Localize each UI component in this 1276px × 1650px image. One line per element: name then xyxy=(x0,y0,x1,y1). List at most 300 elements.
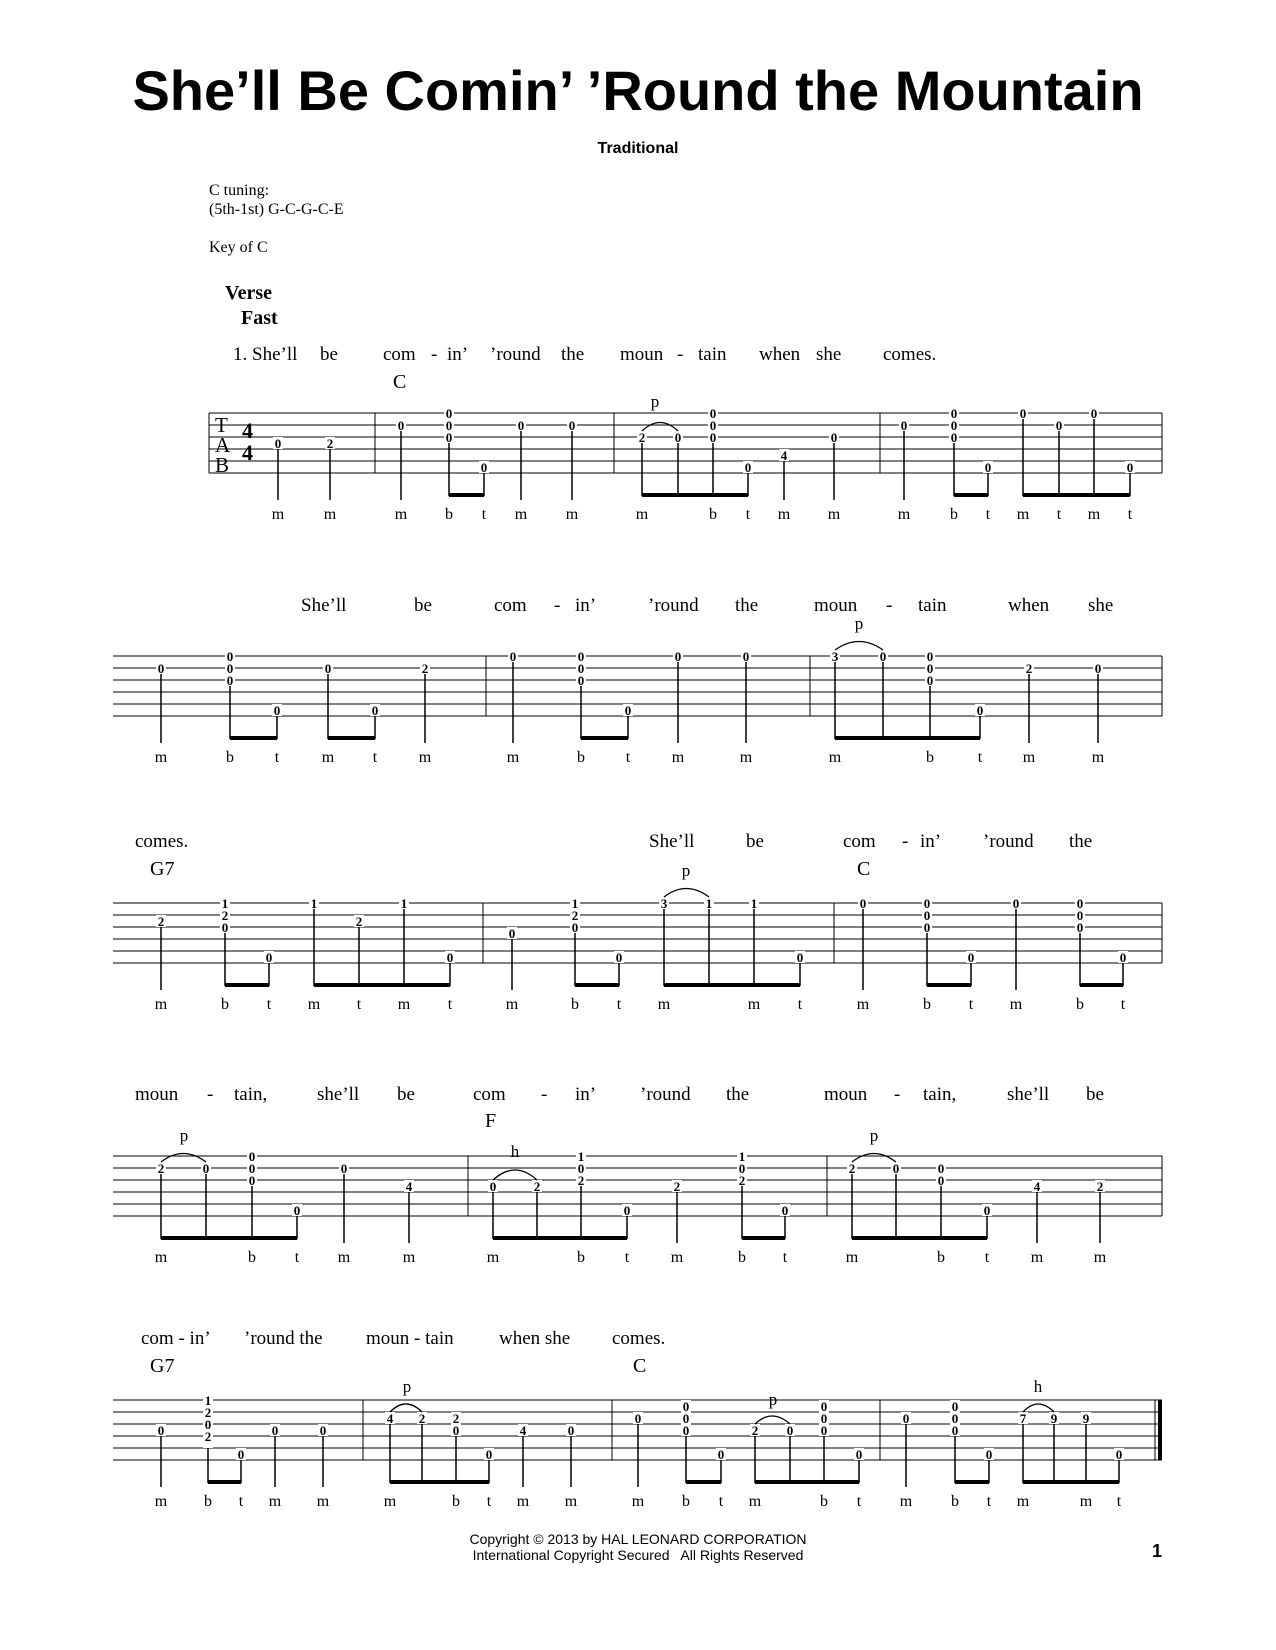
hammer-on-mark: h xyxy=(510,1142,520,1161)
svg-text:0: 0 xyxy=(786,1423,794,1438)
svg-text:comes.: comes. xyxy=(135,831,189,852)
svg-text:0: 0 xyxy=(340,1161,348,1176)
picking-finger: t xyxy=(1127,506,1133,523)
picking-finger: m xyxy=(777,506,791,523)
svg-text:0: 0 xyxy=(950,418,958,433)
system-1-notes xyxy=(273,406,1135,475)
lyric: in’ xyxy=(447,344,469,365)
picking-finger: t xyxy=(481,506,487,523)
system-2-lyrics xyxy=(301,595,1113,616)
svg-text:0: 0 xyxy=(577,649,585,664)
system-1-fingerings xyxy=(272,506,1133,523)
page-number: 1 xyxy=(1152,1541,1163,1561)
svg-text:2: 2 xyxy=(204,1429,212,1444)
svg-text:0: 0 xyxy=(577,661,585,676)
svg-text:2: 2 xyxy=(638,430,646,445)
chord-symbol: C xyxy=(633,1355,647,1377)
svg-text:3: 3 xyxy=(831,649,839,664)
picking-finger: m xyxy=(1009,996,1023,1013)
system-2-beams xyxy=(230,736,980,740)
pull-off-mark: p xyxy=(854,614,864,633)
svg-text:0: 0 xyxy=(489,1179,497,1194)
picking-finger: m xyxy=(1079,1493,1093,1510)
svg-text:0: 0 xyxy=(248,1161,256,1176)
svg-text:be: be xyxy=(1086,1084,1104,1105)
svg-text:0: 0 xyxy=(682,1411,690,1426)
svg-text:com: com xyxy=(473,1084,506,1105)
svg-text:0: 0 xyxy=(397,418,405,433)
lyric: the xyxy=(561,344,585,365)
picking-finger: b xyxy=(445,506,453,523)
svg-text:0: 0 xyxy=(273,703,281,718)
chord-symbol: C xyxy=(857,858,871,880)
svg-text:0: 0 xyxy=(937,1161,945,1176)
svg-text:0: 0 xyxy=(892,1161,900,1176)
svg-text:0: 0 xyxy=(624,703,632,718)
svg-text:when: when xyxy=(1008,595,1050,616)
svg-text:0: 0 xyxy=(951,1411,959,1426)
svg-text:0: 0 xyxy=(682,1399,690,1414)
system-5-fingerings xyxy=(155,1493,1122,1510)
system-3-beams xyxy=(225,983,1123,987)
system-1-beams xyxy=(449,493,1130,497)
svg-text:she: she xyxy=(1088,595,1114,616)
svg-text:0: 0 xyxy=(157,661,165,676)
tuning-strings: (5th-1st) G-C-G-C-E xyxy=(209,201,344,218)
time-signature xyxy=(242,418,253,465)
picking-finger: b xyxy=(571,996,579,1013)
picking-finger: m xyxy=(747,996,761,1013)
svg-text:moun: moun xyxy=(824,1084,868,1105)
svg-text:0: 0 xyxy=(568,418,576,433)
svg-text:0: 0 xyxy=(615,950,623,965)
picking-finger: t xyxy=(1120,996,1126,1013)
svg-text:0: 0 xyxy=(202,1161,210,1176)
system-5-lyrics xyxy=(141,1328,665,1349)
svg-text:0: 0 xyxy=(926,673,934,688)
svg-text:0: 0 xyxy=(221,920,229,935)
svg-text:4: 4 xyxy=(242,418,253,443)
svg-text:0: 0 xyxy=(900,418,908,433)
tab-clef-a: A xyxy=(215,433,231,457)
picking-finger: m xyxy=(383,1493,397,1510)
svg-text:0: 0 xyxy=(204,1417,212,1432)
svg-text:0: 0 xyxy=(820,1411,828,1426)
picking-finger: t xyxy=(782,1249,788,1266)
svg-text:the: the xyxy=(735,595,759,616)
svg-text:0: 0 xyxy=(674,430,682,445)
picking-finger: m xyxy=(845,1249,859,1266)
tab-clef-t: T xyxy=(215,413,228,437)
picking-finger: m xyxy=(154,1249,168,1266)
svg-text:0: 0 xyxy=(452,1423,460,1438)
svg-text:moun: moun xyxy=(814,595,858,616)
picking-finger: b xyxy=(950,506,958,523)
svg-text:0: 0 xyxy=(485,1447,493,1462)
pull-off-arc xyxy=(852,1154,896,1163)
svg-text:0: 0 xyxy=(577,673,585,688)
picking-finger: t xyxy=(745,506,751,523)
svg-text:0: 0 xyxy=(226,649,234,664)
svg-text:0: 0 xyxy=(682,1423,690,1438)
svg-text:4: 4 xyxy=(386,1411,394,1426)
picking-finger: m xyxy=(506,749,520,766)
picking-finger: b xyxy=(923,996,931,1013)
picking-finger: m xyxy=(323,506,337,523)
svg-text:0: 0 xyxy=(274,436,282,451)
svg-text:0: 0 xyxy=(1119,950,1127,965)
svg-text:2: 2 xyxy=(571,908,579,923)
svg-text:0: 0 xyxy=(830,430,838,445)
svg-text:0: 0 xyxy=(446,950,454,965)
system-3-lyrics xyxy=(135,831,1092,852)
svg-text:0: 0 xyxy=(1019,406,1027,421)
picking-finger: m xyxy=(394,506,408,523)
system-4-notes xyxy=(156,1149,1105,1218)
picking-finger: m xyxy=(418,749,432,766)
svg-text:she’ll: she’ll xyxy=(317,1084,360,1105)
svg-text:com: com xyxy=(494,595,527,616)
svg-text:0: 0 xyxy=(265,950,273,965)
svg-text:2: 2 xyxy=(221,908,229,923)
picking-finger: m xyxy=(856,996,870,1013)
picking-finger: t xyxy=(984,1249,990,1266)
picking-finger: b xyxy=(926,749,934,766)
svg-text:2: 2 xyxy=(1096,1179,1104,1194)
svg-text:0: 0 xyxy=(674,649,682,664)
svg-text:when she: when she xyxy=(499,1328,571,1349)
picking-finger: m xyxy=(397,996,411,1013)
system-4-beams xyxy=(161,1236,987,1240)
pull-off-arc xyxy=(755,1416,790,1424)
svg-text:0: 0 xyxy=(319,1423,327,1438)
svg-text:0: 0 xyxy=(577,1161,585,1176)
lyric: 1. She’ll xyxy=(233,344,298,365)
picking-finger: m xyxy=(316,1493,330,1510)
svg-text:1: 1 xyxy=(750,896,758,911)
svg-text:0: 0 xyxy=(1055,418,1063,433)
svg-text:0: 0 xyxy=(1076,908,1084,923)
svg-text:0: 0 xyxy=(445,418,453,433)
svg-text:She’ll: She’ll xyxy=(649,831,695,852)
picking-finger: m xyxy=(321,749,335,766)
song-title: She’ll Be Comin’ ’Round the Mountain xyxy=(132,59,1144,122)
picking-finger: m xyxy=(899,1493,913,1510)
svg-text:-: - xyxy=(554,595,561,616)
svg-text:She’ll: She’ll xyxy=(301,595,347,616)
tab-clef-b: B xyxy=(215,453,230,477)
svg-text:4: 4 xyxy=(780,448,788,463)
svg-text:9: 9 xyxy=(1082,1411,1090,1426)
svg-text:0: 0 xyxy=(781,1203,789,1218)
svg-text:0: 0 xyxy=(1012,896,1020,911)
svg-text:in’: in’ xyxy=(575,1084,597,1105)
svg-text:1: 1 xyxy=(400,896,408,911)
picking-finger: m xyxy=(739,749,753,766)
svg-text:2: 2 xyxy=(751,1423,759,1438)
picking-finger: m xyxy=(631,1493,645,1510)
svg-text:2: 2 xyxy=(577,1173,585,1188)
picking-finger: b xyxy=(709,506,717,523)
svg-text:0: 0 xyxy=(984,460,992,475)
picking-finger: b xyxy=(221,996,229,1013)
picking-finger: m xyxy=(337,1249,351,1266)
chord-symbol: G7 xyxy=(150,1355,175,1377)
svg-text:0: 0 xyxy=(744,460,752,475)
svg-text:2: 2 xyxy=(157,1161,165,1176)
picking-finger: t xyxy=(856,1493,862,1510)
picking-finger: b xyxy=(226,749,234,766)
svg-text:0: 0 xyxy=(738,1161,746,1176)
svg-text:’round: ’round xyxy=(983,831,1034,852)
final-barline xyxy=(1158,1400,1162,1460)
picking-finger: t xyxy=(238,1493,244,1510)
lyric: tain xyxy=(698,344,727,365)
svg-text:she’ll: she’ll xyxy=(1007,1084,1050,1105)
picking-finger: m xyxy=(505,996,519,1013)
svg-text:0: 0 xyxy=(937,1173,945,1188)
pull-off-mark: p xyxy=(402,1377,412,1396)
pull-off-mark: p xyxy=(179,1126,189,1145)
system-1-staff xyxy=(209,413,1162,473)
svg-text:0: 0 xyxy=(509,649,517,664)
picking-finger: b xyxy=(577,1249,585,1266)
svg-text:the: the xyxy=(1069,831,1093,852)
svg-text:0: 0 xyxy=(820,1399,828,1414)
picking-finger: m xyxy=(154,996,168,1013)
picking-finger: m xyxy=(748,1493,762,1510)
picking-finger: m xyxy=(307,996,321,1013)
svg-text:0: 0 xyxy=(517,418,525,433)
tuning-label: C tuning: xyxy=(209,182,270,199)
svg-text:0: 0 xyxy=(1090,406,1098,421)
picking-finger: t xyxy=(447,996,453,1013)
copyright-footer xyxy=(0,1531,1276,1563)
svg-text:0: 0 xyxy=(709,430,717,445)
system-3-fingerings xyxy=(155,996,1126,1013)
svg-text:0: 0 xyxy=(983,1203,991,1218)
picking-finger: t xyxy=(372,749,378,766)
chord-symbol: C xyxy=(393,371,407,393)
svg-text:0: 0 xyxy=(248,1173,256,1188)
svg-text:0: 0 xyxy=(324,661,332,676)
svg-text:the: the xyxy=(726,1084,750,1105)
system-4-staff xyxy=(113,1156,1162,1216)
svg-text:2: 2 xyxy=(738,1173,746,1188)
svg-text:2: 2 xyxy=(1025,661,1033,676)
svg-text:0: 0 xyxy=(950,406,958,421)
svg-text:0: 0 xyxy=(926,649,934,664)
svg-text:9: 9 xyxy=(1050,1411,1058,1426)
svg-text:’round: ’round xyxy=(648,595,699,616)
key-signature: Key of C xyxy=(209,239,268,256)
svg-text:0: 0 xyxy=(902,1411,910,1426)
svg-text:0: 0 xyxy=(717,1447,725,1462)
pull-off-arc xyxy=(642,423,678,432)
system-2-fingerings xyxy=(155,749,1105,766)
svg-text:0: 0 xyxy=(926,661,934,676)
svg-text:2: 2 xyxy=(326,436,334,451)
picking-finger: t xyxy=(985,506,991,523)
picking-finger: t xyxy=(718,1493,724,1510)
svg-text:0: 0 xyxy=(796,950,804,965)
svg-text:0: 0 xyxy=(1076,896,1084,911)
svg-text:0: 0 xyxy=(1076,920,1084,935)
svg-text:7: 7 xyxy=(1019,1411,1027,1426)
svg-text:0: 0 xyxy=(859,896,867,911)
rights-line: International Copyright Secured All Rights Reserved xyxy=(472,1547,804,1563)
copyright-line: Copyright © 2013 by HAL LEONARD CORPORATION xyxy=(469,1531,807,1547)
svg-text:tain: tain xyxy=(918,595,947,616)
lyric: comes. xyxy=(883,344,937,365)
svg-text:’round the: ’round the xyxy=(244,1328,323,1349)
lyric: when xyxy=(759,344,801,365)
svg-text:2: 2 xyxy=(204,1405,212,1420)
svg-text:0: 0 xyxy=(923,908,931,923)
svg-text:0: 0 xyxy=(157,1423,165,1438)
svg-text:0: 0 xyxy=(293,1203,301,1218)
picking-finger: m xyxy=(154,1493,168,1510)
picking-finger: t xyxy=(486,1493,492,1510)
picking-finger: m xyxy=(670,1249,684,1266)
svg-text:1: 1 xyxy=(705,896,713,911)
picking-finger: t xyxy=(1116,1493,1122,1510)
picking-finger: m xyxy=(565,506,579,523)
picking-finger: t xyxy=(616,996,622,1013)
chord-symbol: F xyxy=(485,1110,497,1132)
svg-text:-: - xyxy=(894,1084,901,1105)
svg-text:2: 2 xyxy=(355,914,363,929)
hammer-on-arc xyxy=(1023,1404,1054,1412)
picking-finger: b xyxy=(452,1493,460,1510)
svg-text:0: 0 xyxy=(237,1447,245,1462)
svg-text:moun - tain: moun - tain xyxy=(366,1328,454,1349)
picking-finger: t xyxy=(986,1493,992,1510)
picking-finger: t xyxy=(625,749,631,766)
svg-text:0: 0 xyxy=(445,406,453,421)
svg-text:0: 0 xyxy=(226,661,234,676)
svg-text:0: 0 xyxy=(950,430,958,445)
svg-text:-: - xyxy=(902,831,909,852)
hammer-on-mark: h xyxy=(1033,1377,1043,1396)
svg-text:0: 0 xyxy=(967,950,975,965)
picking-finger: m xyxy=(268,1493,282,1510)
svg-text:0: 0 xyxy=(1115,1447,1123,1462)
svg-text:moun: moun xyxy=(135,1084,179,1105)
svg-text:1: 1 xyxy=(577,1149,585,1164)
section-name: Verse xyxy=(225,282,273,304)
svg-text:0: 0 xyxy=(709,418,717,433)
svg-text:-: - xyxy=(886,595,893,616)
svg-text:0: 0 xyxy=(976,703,984,718)
picking-finger: m xyxy=(564,1493,578,1510)
svg-text:0: 0 xyxy=(951,1399,959,1414)
picking-finger: b xyxy=(951,1493,959,1510)
picking-finger: b xyxy=(682,1493,690,1510)
svg-text:4: 4 xyxy=(519,1423,527,1438)
svg-text:4: 4 xyxy=(405,1179,413,1194)
picking-finger: m xyxy=(154,749,168,766)
picking-finger: b xyxy=(204,1493,212,1510)
svg-text:4: 4 xyxy=(1033,1179,1041,1194)
svg-text:0: 0 xyxy=(742,649,750,664)
picking-finger: m xyxy=(635,506,649,523)
picking-finger: m xyxy=(1087,506,1101,523)
svg-text:0: 0 xyxy=(480,460,488,475)
picking-finger: m xyxy=(271,506,285,523)
picking-finger: m xyxy=(1093,1249,1107,1266)
svg-text:4: 4 xyxy=(242,440,253,465)
svg-text:2: 2 xyxy=(533,1179,541,1194)
svg-text:1: 1 xyxy=(221,896,229,911)
svg-text:0: 0 xyxy=(951,1423,959,1438)
tempo-marking: Fast xyxy=(241,307,278,329)
svg-text:0: 0 xyxy=(248,1149,256,1164)
system-2-staff xyxy=(113,656,1162,716)
lyric: she xyxy=(816,344,842,365)
svg-text:0: 0 xyxy=(623,1203,631,1218)
picking-finger: t xyxy=(274,749,280,766)
svg-text:tain,: tain, xyxy=(234,1084,268,1105)
svg-text:0: 0 xyxy=(508,926,516,941)
system-2-notes xyxy=(156,649,1103,718)
picking-finger: t xyxy=(266,996,272,1013)
lyric: be xyxy=(320,344,338,365)
pull-off-mark: p xyxy=(869,1126,879,1145)
picking-finger: m xyxy=(1016,506,1030,523)
svg-text:0: 0 xyxy=(571,920,579,935)
pull-off-mark: p xyxy=(681,861,691,880)
svg-text:in’: in’ xyxy=(920,831,942,852)
pull-off-arc xyxy=(664,889,709,898)
picking-finger: t xyxy=(968,996,974,1013)
picking-finger: b xyxy=(248,1249,256,1266)
picking-finger: t xyxy=(624,1249,630,1266)
picking-finger: t xyxy=(977,749,983,766)
chord-symbol: G7 xyxy=(150,858,175,880)
svg-text:1: 1 xyxy=(738,1149,746,1164)
svg-text:0: 0 xyxy=(1094,661,1102,676)
svg-text:-: - xyxy=(541,1084,548,1105)
picking-finger: m xyxy=(1022,749,1036,766)
picking-finger: b xyxy=(820,1493,828,1510)
svg-text:2: 2 xyxy=(157,914,165,929)
svg-text:com - in’: com - in’ xyxy=(141,1328,211,1349)
svg-text:0: 0 xyxy=(226,673,234,688)
svg-text:0: 0 xyxy=(923,920,931,935)
system-5-beams xyxy=(208,1480,1119,1484)
svg-text:com: com xyxy=(843,831,876,852)
pull-off-arc xyxy=(390,1404,422,1412)
svg-text:2: 2 xyxy=(452,1411,460,1426)
composer: Traditional xyxy=(597,140,679,157)
picking-finger: b xyxy=(1076,996,1084,1013)
svg-text:’round: ’round xyxy=(640,1084,691,1105)
lyric: - xyxy=(677,344,684,365)
picking-finger: m xyxy=(486,1249,500,1266)
picking-finger: t xyxy=(1056,506,1062,523)
svg-text:0: 0 xyxy=(634,1411,642,1426)
picking-finger: m xyxy=(671,749,685,766)
system-3-notes xyxy=(156,896,1128,965)
picking-finger: b xyxy=(577,749,585,766)
svg-text:1: 1 xyxy=(310,896,318,911)
picking-finger: t xyxy=(294,1249,300,1266)
lyric: com xyxy=(383,344,416,365)
picking-finger: m xyxy=(516,1493,530,1510)
svg-text:0: 0 xyxy=(709,406,717,421)
tab-clef xyxy=(215,413,231,477)
